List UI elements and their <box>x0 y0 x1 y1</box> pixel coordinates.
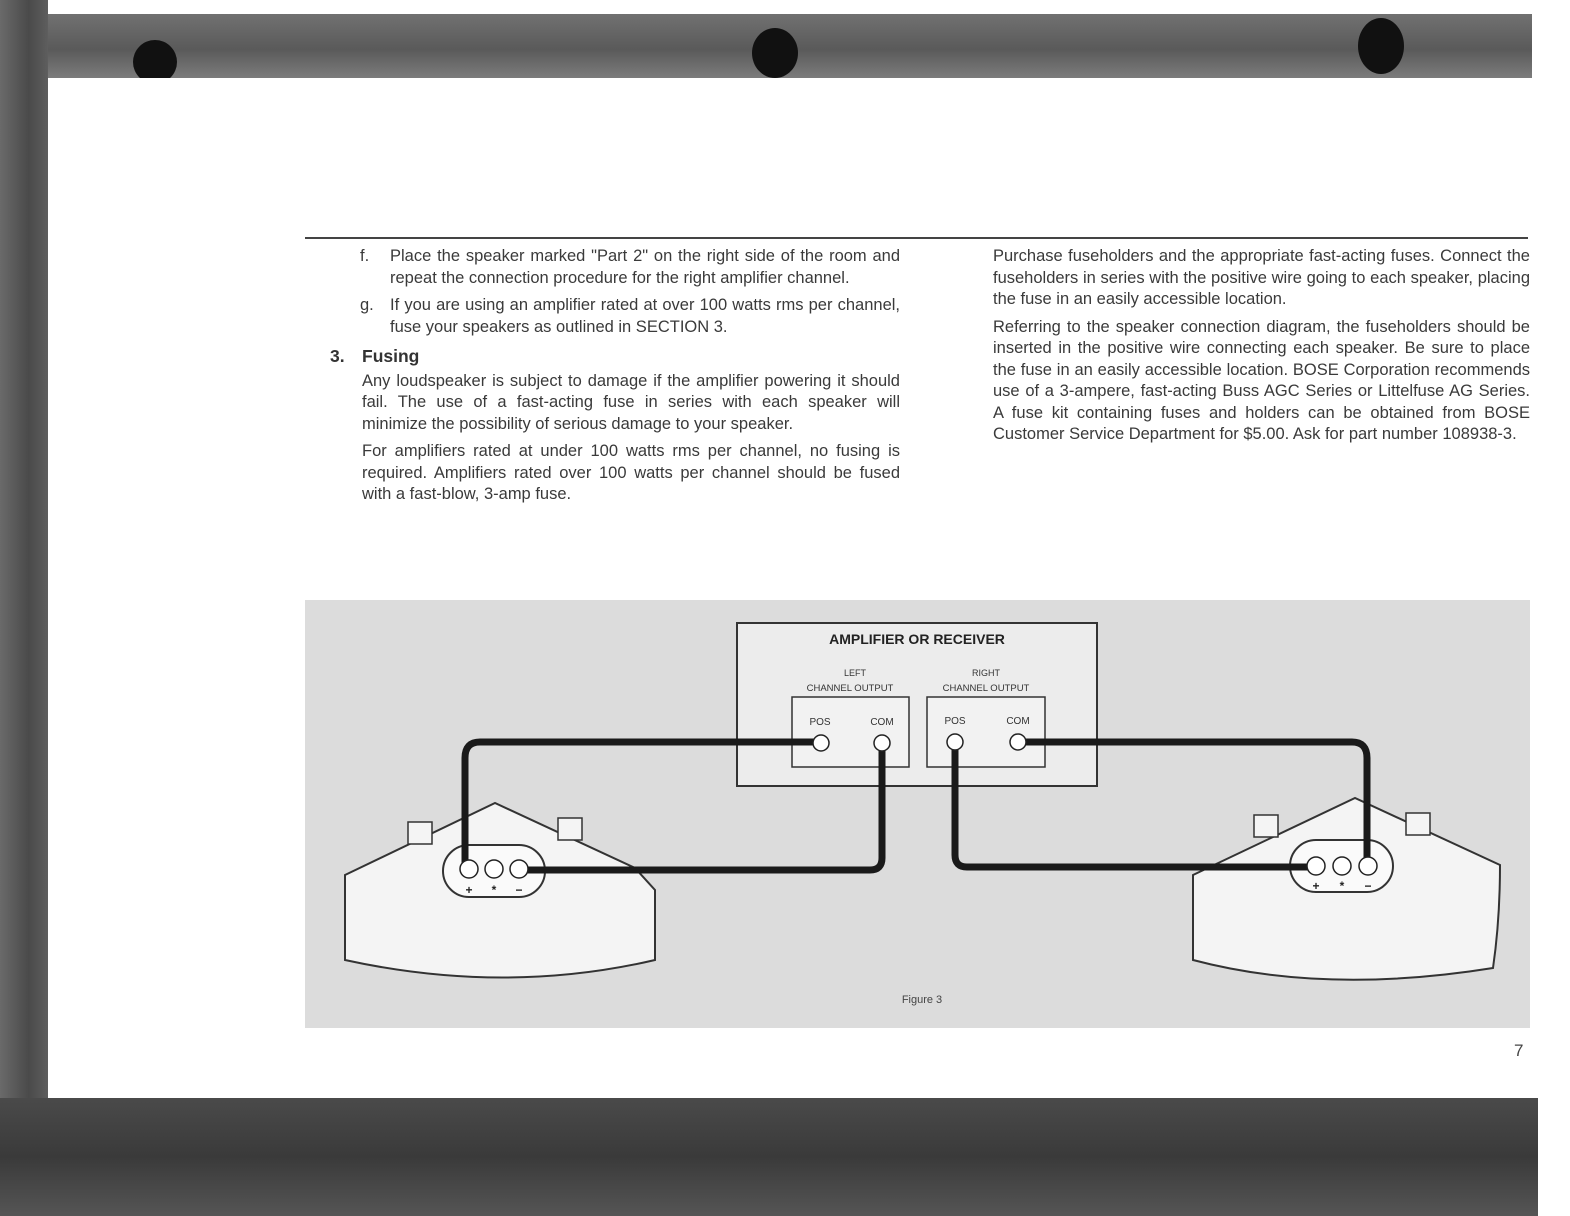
list-text: If you are using an amplifier rated at over 100 watts rms per channel, fuse your speakers as outlined in SECTION 3. <box>390 296 900 336</box>
right-speaker-star-terminal <box>1333 857 1351 875</box>
left-speaker-mount <box>408 822 432 844</box>
paragraph: For amplifiers rated at under 100 watts rms per channel, no fusing is required. Amplifiers rated over 100 watts per channel should be fused with a fast-blow, 3-amp fuse. <box>362 442 900 503</box>
right-column <box>993 246 1530 452</box>
left-speaker-plus-terminal <box>460 860 478 878</box>
section-title: Fusing <box>362 346 420 366</box>
right-channel-label: RIGHT <box>972 668 1000 678</box>
right-speaker-plus-terminal <box>1307 857 1325 875</box>
right-speaker-mount <box>1254 815 1278 837</box>
section-number: 3. <box>330 346 345 366</box>
star-label: * <box>1339 879 1345 893</box>
plus-label: + <box>465 883 473 897</box>
paragraph: Purchase fuseholders and the appropriate fast-acting fuses. Connect the fuseholders in series with the positive wire going to each speaker, placing the fuse in an easily accessible location. <box>993 247 1530 308</box>
list-item <box>330 295 900 338</box>
page-number: 7 <box>1514 1041 1524 1060</box>
list-text: Place the speaker marked "Part 2" on the right side of the room and repeat the connection procedure for the right amplifier channel. <box>390 247 900 287</box>
scan-border-top-edge <box>0 0 1570 14</box>
top-rule <box>305 237 1528 239</box>
section-heading <box>330 346 900 368</box>
right-pos-terminal <box>947 734 963 750</box>
right-com-terminal <box>1010 734 1026 750</box>
plus-label: + <box>1312 879 1320 893</box>
minus-label: − <box>515 883 523 897</box>
minus-label: − <box>1364 879 1372 893</box>
list-marker: f. <box>360 247 370 265</box>
paragraph: Referring to the speaker connection diagram, the fuseholders should be inserted in the positive wire connecting each speaker. Be sure to place the fuse in an easily accessible location. BOSE Corporation recommends use of a 3-ampere, fast-acting Buss AGC Series or Littelfuse AG Series. A fuse kit containing fuses and holders can be obtained from BOSE Customer Service Department for $5.00. Ask for part number 108938-3. <box>993 317 1530 443</box>
right-output-panel <box>927 697 1045 767</box>
scan-border-left <box>0 0 48 1216</box>
left-speaker-star-terminal <box>485 860 503 878</box>
star-label: * <box>491 883 497 897</box>
com-label: COM <box>870 717 894 728</box>
amplifier-title: AMPLIFIER OR RECEIVER <box>829 631 1005 647</box>
left-output-panel <box>792 697 909 767</box>
left-channel-label: LEFT <box>843 668 867 678</box>
right-speaker-mount <box>1406 813 1430 835</box>
scan-border-bottom <box>0 1098 1538 1216</box>
punch-hole <box>1358 18 1404 74</box>
list-marker: g. <box>360 296 374 314</box>
figure-caption: Figure 3 <box>901 994 943 1006</box>
left-speaker-minus-terminal <box>510 860 528 878</box>
left-pos-terminal <box>813 735 829 751</box>
list-item <box>330 246 900 289</box>
paragraph: Any loudspeaker is subject to damage if the amplifier powering it should fail. The use of a fast-acting fuse in series with each speaker will minimize the possibility of serious damage to your speaker. <box>362 371 900 433</box>
right-channel-label: CHANNEL OUTPUT <box>942 683 1030 694</box>
connection-diagram <box>305 600 1530 1028</box>
right-speaker-minus-terminal <box>1359 857 1377 875</box>
punch-hole <box>752 28 798 78</box>
pos-label: POS <box>809 717 831 728</box>
left-com-terminal <box>874 735 890 751</box>
left-channel-label: CHANNEL OUTPUT <box>806 683 894 694</box>
left-speaker-mount <box>558 818 582 840</box>
left-column <box>330 246 900 512</box>
pos-label: POS <box>944 716 966 727</box>
com-label: COM <box>1006 716 1030 727</box>
diagram-svg <box>305 600 1530 1028</box>
